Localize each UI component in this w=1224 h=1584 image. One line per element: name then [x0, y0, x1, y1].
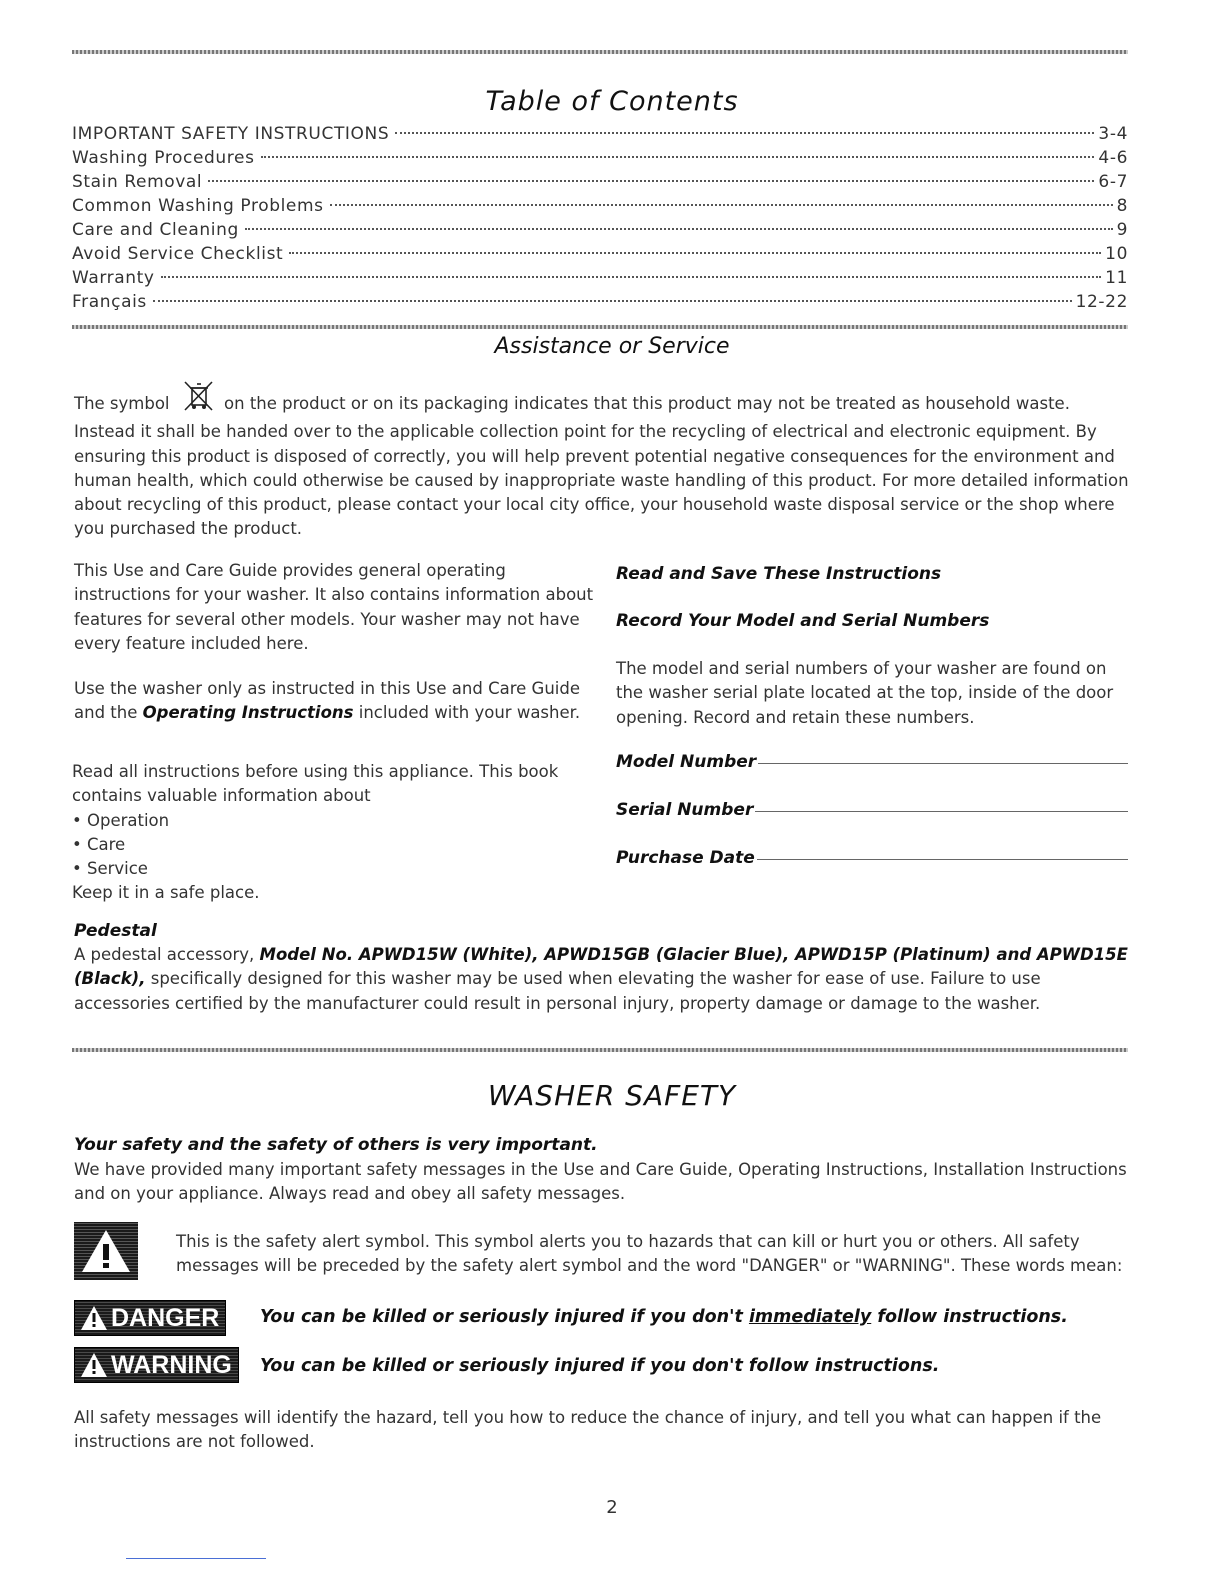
danger-badge [74, 1300, 226, 1336]
table-of-contents [72, 124, 1128, 316]
toc-entry-label: Washing Procedures [72, 148, 255, 168]
use-instructions [74, 677, 604, 726]
toc-entry[interactable] [72, 268, 1128, 292]
toc-leader-dots [208, 180, 1094, 182]
safety-alert-icon [74, 1222, 138, 1280]
toc-leader-dots [289, 252, 1101, 254]
keep-safe-text: Keep it in a safe place. [72, 883, 260, 903]
safety-rule [72, 1048, 1128, 1052]
symbol-prefix: The symbol [74, 394, 170, 413]
pedestal-models: Model No. APWD15W (White), APWD15GB (Glacier Blue), APWD15P (Platinum) and APWD15E (Black), [74, 945, 1128, 989]
toc-title: Table of Contents [485, 86, 739, 117]
footer-line [126, 1558, 266, 1559]
toc-entry-page: 6-7 [1098, 172, 1128, 192]
toc-entry[interactable] [72, 148, 1128, 172]
guide-intro: This Use and Care Guide provides general operating instructions for your washer. It also contains information about features for several other models. Your washer may not have every feature included here. [74, 561, 594, 653]
safety-intro: We have provided many important safety messages in the Use and Care Guide, Operating Instructions, Installation Instructions and on your appliance. Always read and obey all safety messages. [74, 1160, 1127, 1204]
record-heading: Record Your Model and Serial Numbers [616, 611, 990, 631]
symbol-text: on the product or on its packaging indicates that this product may not be treated as household waste. Instead it shall be handed over to the applicable collection point for the recycling of electrical and electronic equipment. By ensuring this product is disposed of correctly, you will help prevent potential negative consequences for the environment and human health, which could otherwise be caused by inappropriate waste handling of this product. For more detailed information about recycling of this product, please contact your local city office, your household waste disposal service or the shop where you purchased the product. [74, 394, 1129, 539]
pedestal-text [74, 943, 1130, 1016]
purchase-date-line[interactable] [757, 859, 1128, 860]
bullet-care: • Care [72, 834, 126, 854]
toc-entry-label: Français [72, 292, 147, 312]
toc-entry-page: 11 [1105, 268, 1128, 288]
serial-number-line[interactable] [755, 811, 1128, 812]
bullet-service: • Service [72, 859, 148, 879]
toc-rule [72, 325, 1128, 329]
record-text: The model and serial numbers of your washer are found on the washer serial plate located at the top, inside of the door opening. Record and retain these numbers. [616, 659, 1114, 727]
toc-entry-label: Avoid Service Checklist [72, 244, 284, 264]
toc-entry[interactable] [72, 244, 1128, 268]
toc-entry-label: Common Washing Problems [72, 196, 324, 216]
bullet-operation: • Operation [72, 810, 170, 830]
toc-leader-dots [153, 300, 1072, 302]
purchase-date-label: Purchase Date [616, 848, 755, 868]
model-number-label: Model Number [616, 752, 757, 772]
weee-bin-icon [181, 379, 217, 420]
toc-leader-dots [161, 276, 1102, 278]
toc-entry-page: 10 [1105, 244, 1128, 264]
toc-entry-page: 9 [1116, 220, 1128, 240]
operating-instructions-ref: Operating Instructions [142, 703, 354, 723]
page-number: 2 [606, 1497, 618, 1518]
top-rule [72, 50, 1128, 54]
toc-entry[interactable] [72, 196, 1128, 220]
toc-leader-dots [395, 132, 1094, 134]
toc-entry-label: IMPORTANT SAFETY INSTRUCTIONS [72, 124, 390, 144]
use-suffix: included with your washer. [358, 703, 581, 723]
toc-leader-dots [330, 204, 1113, 206]
safety-subtitle: Your safety and the safety of others is very important. [74, 1135, 598, 1155]
safety-closing: All safety messages will identify the hazard, tell you how to reduce the chance of injury, and tell you what can happen if the instructions are not followed. [74, 1408, 1102, 1452]
danger-message [260, 1307, 1068, 1327]
toc-entry-label: Stain Removal [72, 172, 203, 192]
pedestal-prefix: A pedestal accessory, [74, 945, 255, 964]
warning-alert-icon [79, 1351, 109, 1379]
danger-pre: You can be killed or seriously injured if you don't [260, 1307, 743, 1327]
read-save-heading: Read and Save These Instructions [616, 564, 942, 584]
danger-emph: immediately [748, 1307, 872, 1327]
pedestal-title: Pedestal [74, 921, 157, 941]
read-all-paragraph [72, 760, 572, 906]
warning-badge [74, 1347, 239, 1383]
warning-message: You can be killed or seriously injured if you don't follow instructions. [260, 1356, 940, 1376]
weee-paragraph [74, 379, 1130, 542]
toc-entry[interactable] [72, 124, 1128, 148]
toc-entry[interactable] [72, 172, 1128, 196]
model-number-line[interactable] [758, 763, 1128, 764]
read-all-text: Read all instructions before using this appliance. This book contains valuable information about [72, 762, 559, 806]
toc-leader-dots [261, 156, 1095, 158]
toc-entry-page: 3-4 [1098, 124, 1128, 144]
use-prefix: Use the washer only as instructed in this Use and Care Guide and the [74, 679, 580, 723]
toc-entry[interactable] [72, 220, 1128, 244]
serial-number-field[interactable] [616, 800, 1128, 820]
assistance-title: Assistance or Service [494, 334, 730, 359]
toc-entry-page: 4-6 [1098, 148, 1128, 168]
model-number-field[interactable] [616, 752, 1128, 772]
toc-entry-page: 12-22 [1075, 292, 1128, 312]
washer-safety-title: WASHER SAFETY [487, 1079, 737, 1112]
toc-entry-page: 8 [1116, 196, 1128, 216]
danger-word: DANGER [111, 1303, 220, 1332]
danger-alert-icon [79, 1304, 109, 1332]
warning-word: WARNING [111, 1350, 232, 1379]
serial-number-label: Serial Number [616, 800, 754, 820]
danger-post: follow instructions. [877, 1307, 1068, 1327]
toc-entry-label: Warranty [72, 268, 155, 288]
toc-leader-dots [245, 228, 1113, 230]
alert-description: This is the safety alert symbol. This symbol alerts you to hazards that can kill or hurt you or others. All safety messages will be preceded by the safety alert symbol and the word "DANGER" or "WARNING". These words mean: [176, 1232, 1123, 1276]
toc-entry-label: Care and Cleaning [72, 220, 239, 240]
toc-entry[interactable] [72, 292, 1128, 316]
pedestal-suffix: specifically designed for this washer may be used when elevating the washer for ease of use. Failure to use accessories certified by the manufacturer could result in personal injury, property damage or damage to the washer. [74, 969, 1041, 1013]
purchase-date-field[interactable] [616, 848, 1128, 868]
